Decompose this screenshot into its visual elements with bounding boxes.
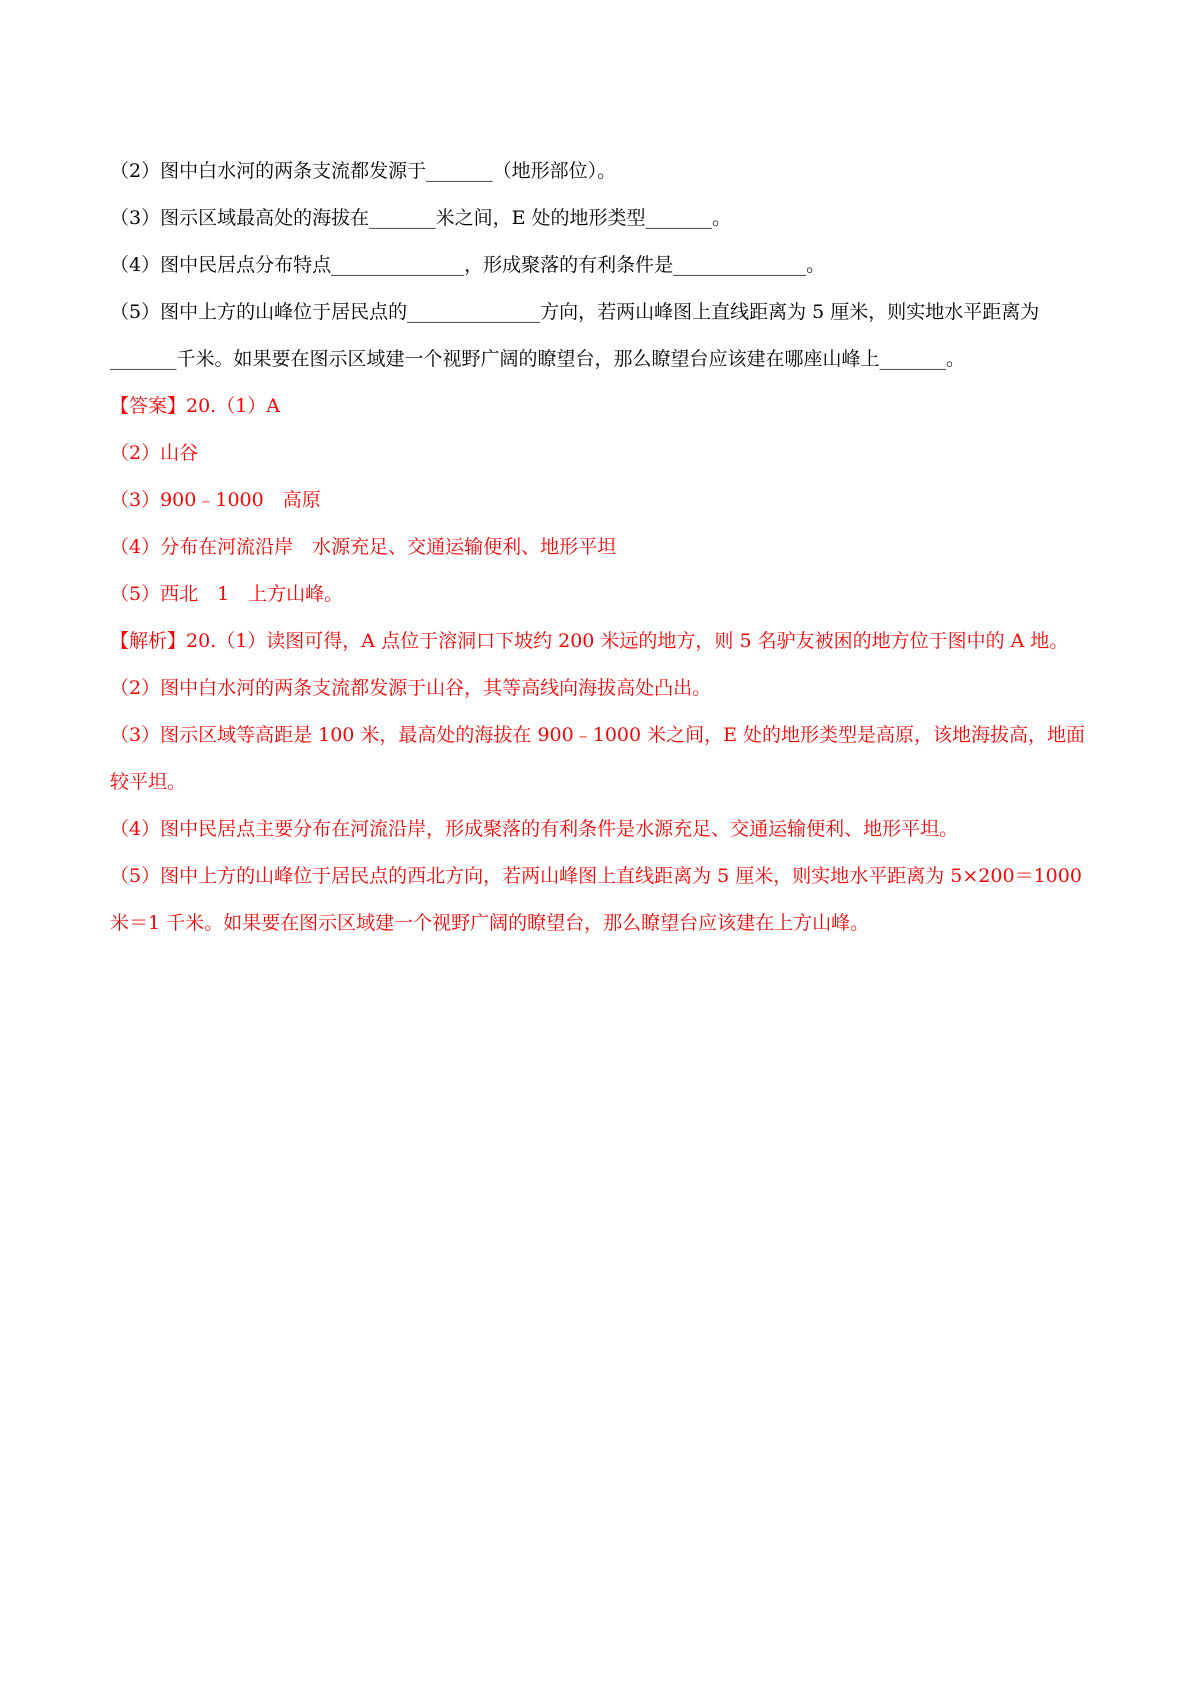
document-content (110, 148, 1100, 947)
answer-item-2: （2）山谷 (110, 442, 199, 464)
answer-item-4: （4）分布在河流沿岸 水源充足、交通运输便利、地形平坦 (110, 536, 617, 558)
question-4: （4）图中民居点分布特点______________，形成聚落的有利条件是______________。 (110, 254, 826, 276)
answer-label: 【答案】20.（1）A (110, 395, 281, 417)
question-5: （5）图中上方的山峰位于居民点的______________方向，若两山峰图上直线距离为 5 厘米，则实地水平距离为_______千米。如果要在图示区域建一个视野广阔的瞭望台，那么瞭望台应该建在哪座山峰上_______。 (110, 301, 1040, 370)
analysis-label: 【解析】20.（1）读图可得，A 点位于溶洞口下坡约 200 米远的地方，则 5 名驴友被困的地方位于图中的 A 地。 (110, 630, 1069, 652)
analysis-item-5: （5）图中上方的山峰位于居民点的西北方向，若两山峰图上直线距离为 5 厘米，则实地水平距离为 5×200＝1000 米＝1 千米。如果要在图示区域建一个视野广阔的瞭望台，那么瞭望台应该建在上方山峰。 (110, 865, 1082, 934)
analysis-item-2: （2）图中白水河的两条支流都发源于山谷，其等高线向海拔高处凸出。 (110, 677, 712, 699)
answer-item-5: （5）西北 1 上方山峰。 (110, 583, 344, 605)
question-3: （3）图示区域最高处的海拔在_______米之间，E 处的地形类型_______。 (110, 207, 731, 229)
analysis-item-3: （3）图示区域等高距是 100 米，最高处的海拔在 900﹣1000 米之间，E 处的地形类型是高原，该地海拔高，地面较平坦。 (110, 724, 1086, 793)
question-2: （2）图中白水河的两条支流都发源于_______（地形部位）。 (110, 160, 617, 182)
answer-item-3: （3）900﹣1000 高原 (110, 489, 321, 511)
analysis-item-4: （4）图中民居点主要分布在河流沿岸，形成聚落的有利条件是水源充足、交通运输便利、地形平坦。 (110, 818, 959, 840)
